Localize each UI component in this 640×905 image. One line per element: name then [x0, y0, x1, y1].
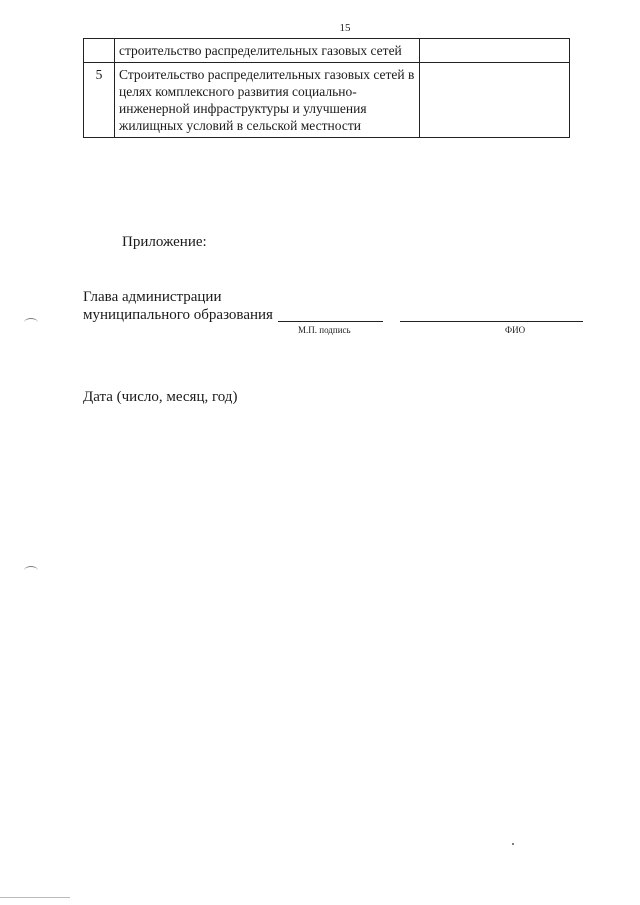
page-number: 15 [339, 22, 351, 34]
gas-network-table [83, 38, 570, 138]
row-extra-cell [420, 39, 570, 63]
scan-speck [512, 843, 514, 845]
municipality-label: муниципального образования [83, 307, 273, 323]
scan-hole-mark [24, 566, 38, 575]
row-name-cell: Строительство распределительных газовых сетей в целях комплексного развития социально-инженерной инфраструктуры и улучшения жилищных условий в сельской местности [115, 63, 420, 138]
row-name-cell: строительство распределительных газовых сетей [115, 39, 420, 63]
scan-edge-line [0, 897, 70, 898]
row-number-cell [84, 39, 115, 63]
appendix-label: Приложение: [122, 234, 207, 250]
row-number-cell: 5 [84, 63, 115, 138]
table-row [84, 39, 570, 63]
row-extra-cell [420, 63, 570, 138]
signature-caption: М.П. подпись [298, 325, 351, 335]
signature-line [278, 321, 383, 322]
date-label: Дата (число, месяц, год) [83, 389, 238, 405]
head-of-administration-label: Глава администрации [83, 289, 222, 305]
table-row [84, 63, 570, 138]
fio-caption: ФИО [505, 325, 526, 335]
fio-line [400, 321, 583, 322]
scan-hole-mark [24, 318, 38, 327]
